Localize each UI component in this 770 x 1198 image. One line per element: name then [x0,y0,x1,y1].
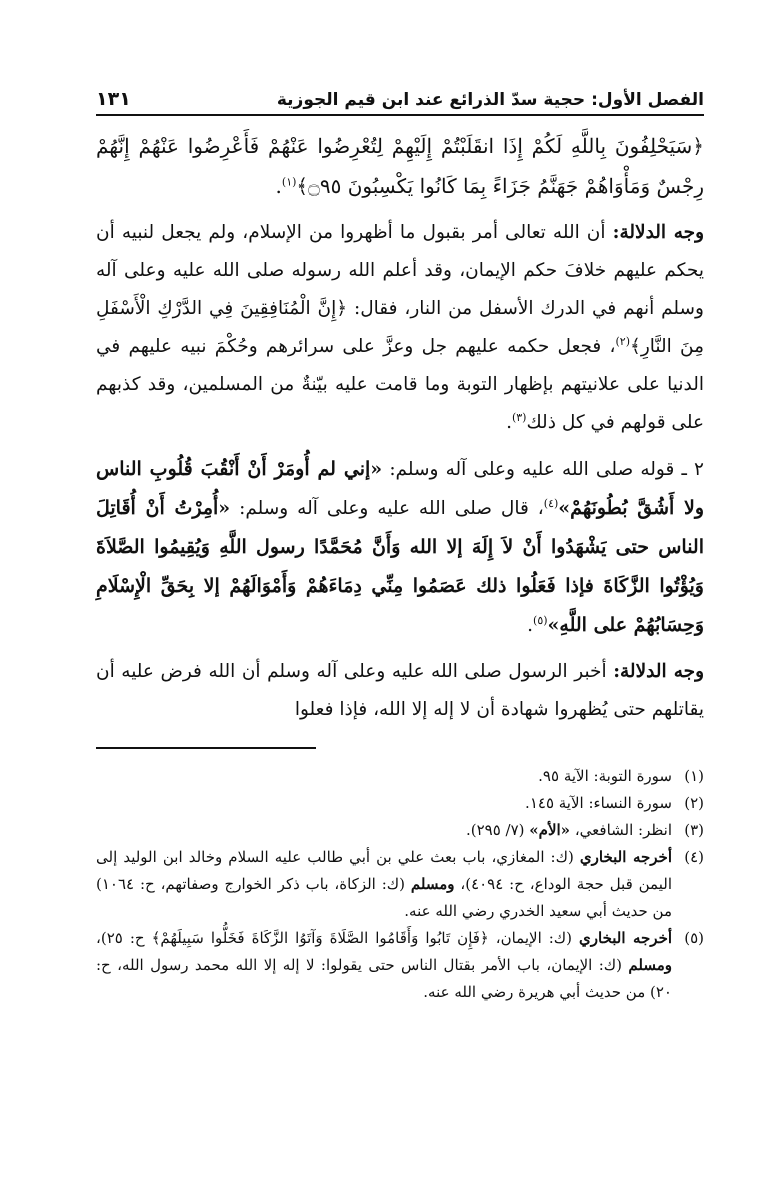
footnote-source-bold: أخرجه البخاري [579,929,673,947]
footnote-text-part: سورة النساء: الآية ١٤٥. [525,794,672,812]
paragraph-end: . [527,615,534,636]
paragraph-hadith [96,450,704,645]
hadith-middle: ، قال صلى الله عليه وعلى آله وسلم: [239,498,544,519]
footnote-text [96,817,672,844]
footnote-3 [96,817,704,844]
footnote-text-part: (ك: الإيمان، باب الأمر بقتال الناس حتى يقولوا: لا إله إلا الله محمد رسول الله، ح: ٢٠) من حديث أبي هريرة رضي الله عنه. [96,956,672,1001]
footnote-text [96,844,672,925]
page-number: ١٣١ [96,88,131,110]
footnote-source-bold: «الأم» [529,821,571,839]
footnote-marker: (١) [281,175,297,189]
paragraph-end: . [506,412,512,433]
footnote-text-part: (ك: الزكاة، باب ذكر الخوارج وصفاتهم، ح: ١٠٦٤) من حديث أبي سعيد الخدري رضي الله عنه. [96,875,672,920]
chapter-title: الفصل الأول: حجية سدّ الذرائع عند ابن قيم الجوزية [276,90,704,110]
verse-text: ﴿سَيَحْلِفُونَ بِاللَّهِ لَكُمْ إِذَا انقَلَبْتُمْ إِلَيْهِمْ لِتُعْرِضُوا عَنْهُمْ فَأَعْرِضُوا عَنْهُمْ إِنَّهُمْ رِجْسٌ وَمَأْوَاهُمْ جَهَنَّمُ جَزَاءً بِمَا كَانُوا يَكْسِبُونَ ۝٩٥﴾ [96,134,704,198]
footnote-source-bold: ومسلم [628,956,672,974]
footnote-1 [96,763,704,790]
evidence-label: وجه الدلالة: [612,222,705,243]
paragraph-text: أخبر الرسول صلى الله عليه وعلى آله وسلم أن الله فرض عليه أن يقاتلهم حتى يُظهروا شهادة أن لا إله إلا الله، فإذا فعلوا [96,661,704,720]
footnotes [96,763,704,1006]
paragraph-text: ، فجعل حكمه عليهم جل وعزَّ على سرائرهم وحُكْمَ نبيه عليهم في الدنيا على علانيتهم بإظهار التوبة وما قامت عليه بيّنةٌ من المسلمين، وقد كذبهم على قولهم في كل ذلك [96,336,704,433]
footnote-text-part: انظر: الشافعي، [570,821,672,839]
footnote-marker: (٢) [615,334,630,348]
footnote-text-part: (ك: الإيمان، [488,929,580,947]
footnote-text [96,763,672,790]
footnote-text [96,925,672,1006]
footnote-text-part: سورة التوبة: الآية ٩٥. [538,767,672,785]
footnote-number: (١) [684,767,704,785]
hadith-text: «أُمِرْتُ أَنْ أُقَاتِلَ الناس حتى يَشْهَدُوا أَنْ لاَ إِلَهَ إلا الله وَأَنَّ مُحَمَّدًا رسول اللَّهِ وَيُقِيمُوا الصَّلاَةَ وَيُؤْتُوا الزَّكَاةَ فإذا فَعَلُوا ذلك عَصَمُوا مِنِّي دِمَاءَهُمْ وَأَمْوَالَهُمْ إلا بِحَقِّ الْإِسْلَامِ وَحِسَابُهُمْ على اللَّهِ» [96,497,705,636]
footnote-text-part: (ك: المغازي، باب بعث علي بن أبي طالب عليه السلام وخالد ابن الوليد إلى اليمن قبل حجة الوداع، ح: ٤٠٩٤)، [96,848,672,893]
footnote-text-part: (٧/ ٢٩٥). [465,821,530,839]
footnote-marker: (٤) [543,496,559,510]
page-header [96,70,704,116]
footnote-number: (٤) [684,848,704,866]
hadith-text: «إني لم أُومَرْ أَنْ أَنْقُبَ قُلُوبِ الناس ولا أَشُقَّ بُطُونَهُمْ» [96,458,704,519]
footnote-marker: (٣) [511,410,527,424]
quran-verse [96,126,704,206]
evidence-label: وجه الدلالة: [613,661,705,682]
footnote-text-part: ﴿فَإِن تَابُوا وَأَقَامُوا الصَّلَاةَ وَآتَوُا الزَّكَاةَ فَخَلُّوا سَبِيلَهُمْ﴾ [151,929,489,947]
footnote-2 [96,790,704,817]
footnote-number: (٢) [684,794,704,812]
paragraph-evidence-2 [96,653,704,729]
footnote-marker: (٥) [533,613,548,627]
footnote-number: (٣) [684,821,704,839]
footnote-text-part: ح: ٢٥)، [96,929,152,947]
verse-end: . [275,174,282,198]
inline-verse: ﴿إِنَّ الْمُنَافِقِينَ فِي الدَّرْكِ الْأَسْفَلِ مِنَ النَّارِ﴾ [96,298,704,357]
book-page [96,70,704,1006]
footnote-divider [96,747,316,749]
footnote-source-bold: ومسلم [410,875,455,893]
hadith-intro: ٢ ـ قوله صلى الله عليه وعلى آله وسلم: [389,459,704,480]
footnote-5 [96,925,704,1006]
footnote-4 [96,844,704,925]
footnote-text [96,790,672,817]
paragraph-text: أن الله تعالى أمر بقبول ما أظهروا من الإسلام، ولم يجعل لنبيه أن يحكم عليهم خلافَ حكم الإيمان، وقد أعلم الله رسوله صلى الله عليه وعلى آله وسلم أنهم في الدرك الأسفل من النار، فقال: [96,222,704,319]
paragraph-evidence-1 [96,214,704,442]
footnote-source-bold: أخرجه البخاري [579,848,672,866]
footnote-number: (٥) [684,929,704,947]
